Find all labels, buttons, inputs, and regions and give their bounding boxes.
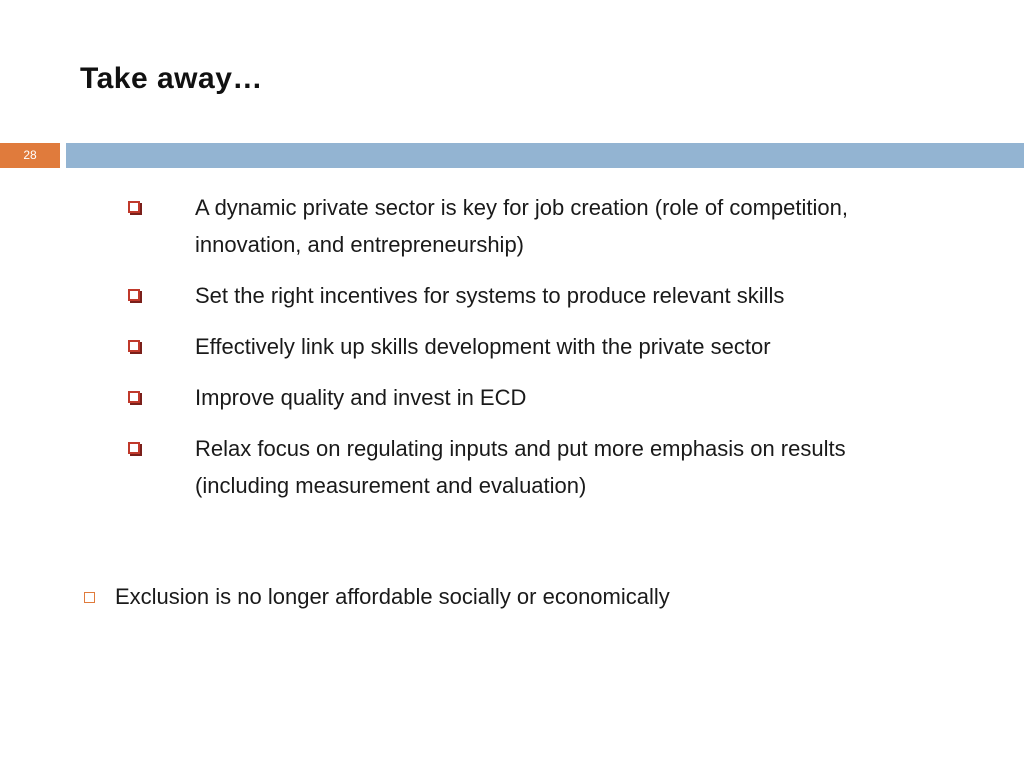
list-item <box>0 430 935 504</box>
list-item-text: Relax focus on regulating inputs and put more emphasis on results (including measurement and evaluation) <box>195 436 846 498</box>
list-item-text: Effectively link up skills development with the private sector <box>195 334 771 359</box>
list-item <box>0 328 935 365</box>
square-bullet-icon <box>128 442 140 454</box>
header-divider-bar <box>66 143 1024 168</box>
square-bullet-icon <box>128 391 140 403</box>
list-item <box>0 189 935 263</box>
list-item-text: Set the right incentives for systems to produce relevant skills <box>195 283 785 308</box>
slide-title: Take away… <box>80 62 263 95</box>
takeaway-list <box>0 189 1024 518</box>
list-item-text: Improve quality and invest in ECD <box>195 385 527 410</box>
square-bullet-icon <box>128 340 140 352</box>
main-bullet-text: Exclusion is no longer affordable socially or economically <box>115 584 670 609</box>
hollow-square-bullet-icon <box>84 592 95 603</box>
slide-number-badge: 28 <box>0 143 60 168</box>
square-bullet-icon <box>128 289 140 301</box>
square-bullet-icon <box>128 201 140 213</box>
list-item-text: A dynamic private sector is key for job creation (role of competition, innovation, and entrepreneurship) <box>195 195 848 257</box>
list-item <box>0 379 935 416</box>
list-item <box>0 277 935 314</box>
